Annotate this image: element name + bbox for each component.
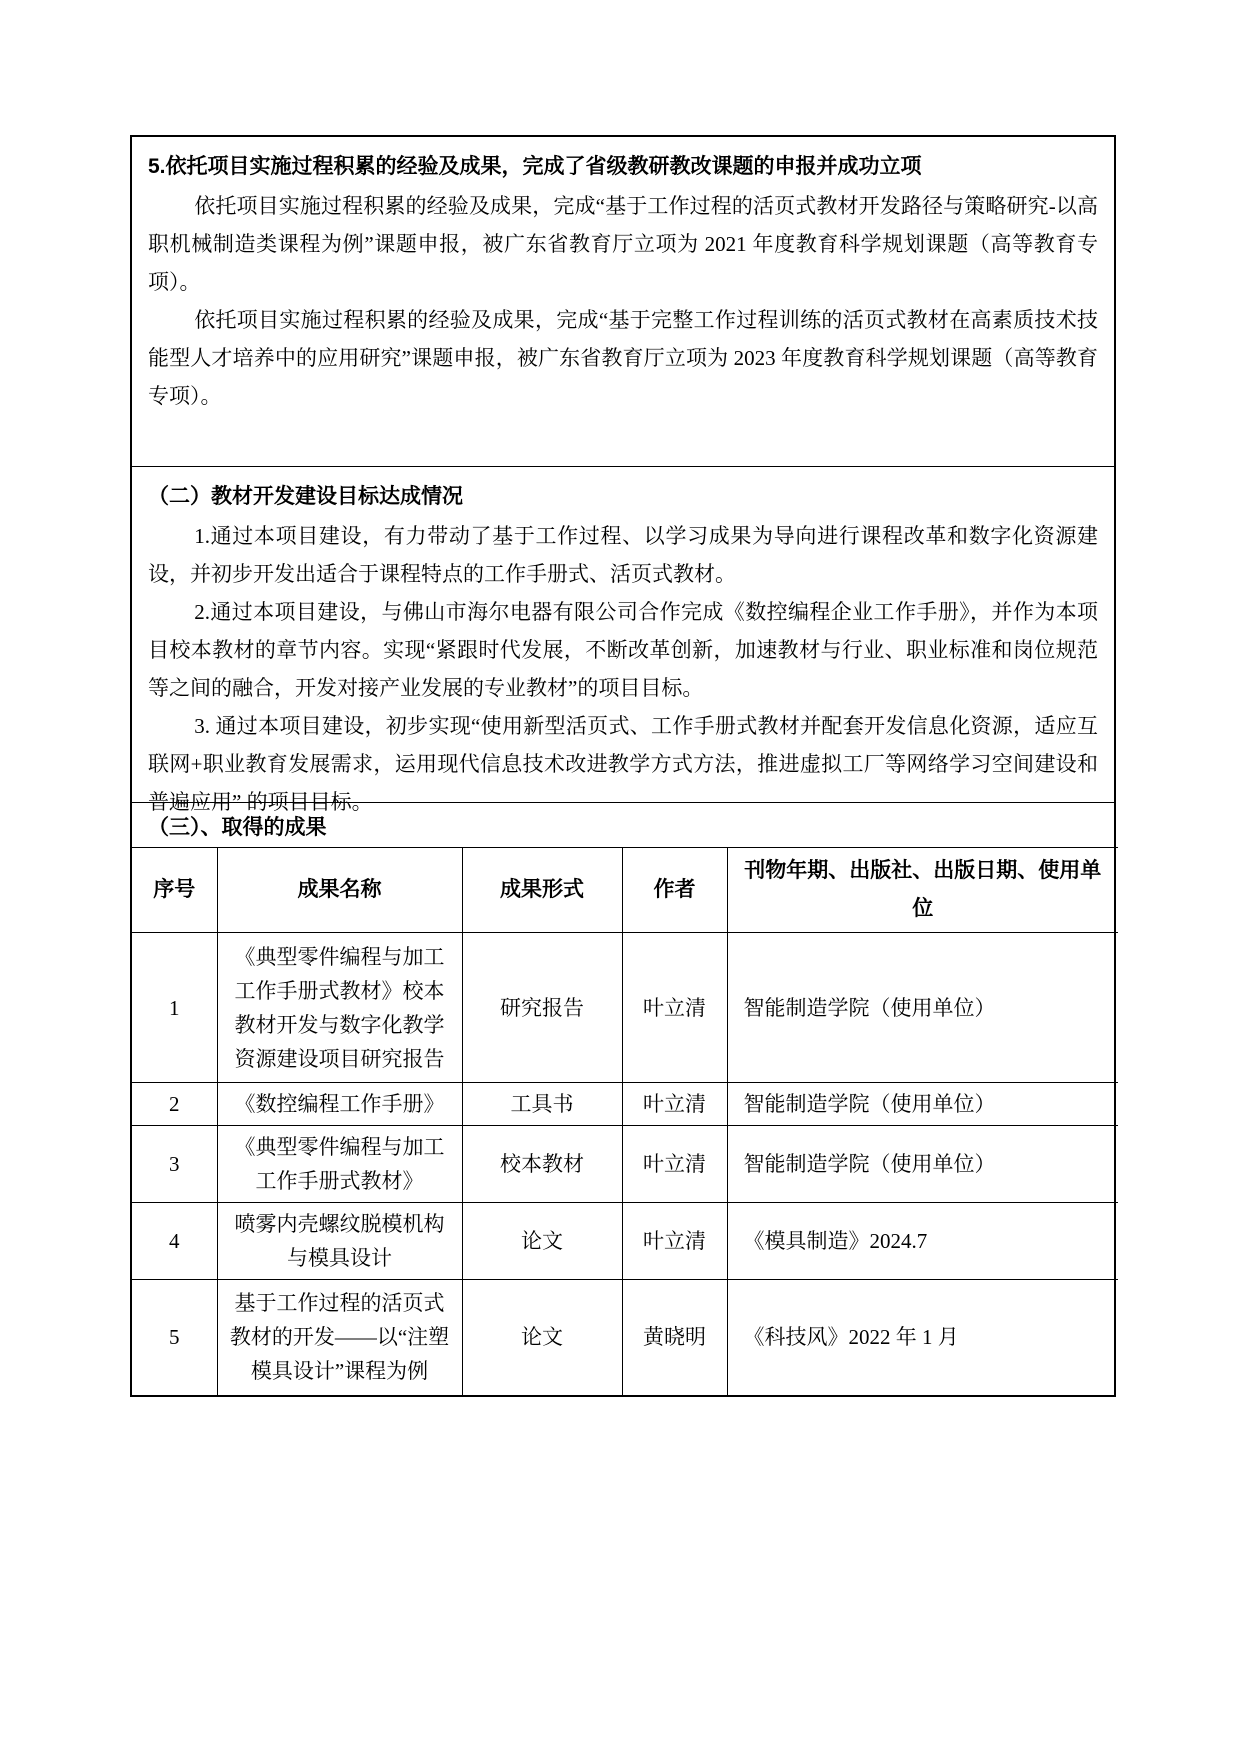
section-3-heading: （三）、取得的成果 [148,816,327,839]
section-2-heading: （二）教材开发建设目标达成情况 [148,485,463,508]
cell-seq-no: 5 [132,1280,217,1395]
cell-author: 叶立清 [622,1126,727,1203]
section-2-goal-achievement [132,467,1114,814]
section-2-paragraph-3: 3. 通过本项目建设，初步实现“使用新型活页式、工作手册式教材并配套开发信息化资源，适应互联网+职业教育发展需求，运用现代信息技术改进教学方式方法，推进虚拟工厂等网络学习空间建设和普遍应用” 的项目目标。 [148,714,1098,814]
table-row [132,1203,1118,1280]
table-row [132,1126,1118,1203]
results-table-header-row [132,848,1118,933]
header-seq-no: 序号 [132,848,217,933]
cell-result-form: 论文 [462,1203,622,1280]
cell-result-name: 喷雾内壳螺纹脱模机构与模具设计 [217,1203,462,1280]
cell-result-form: 工具书 [462,1083,622,1126]
cell-result-name: 《典型零件编程与加工工作手册式教材》校本教材开发与数字化教学资源建设项目研究报告 [217,933,462,1083]
table-row [132,1083,1118,1126]
section-3-achievements [132,803,1114,847]
table-row [132,1280,1118,1395]
header-result-form: 成果形式 [462,848,622,933]
cell-result-form: 研究报告 [462,933,622,1083]
cell-publication: 《科技风》2022 年 1 月 [727,1280,1118,1395]
table-row [132,933,1118,1083]
cell-author: 黄晓明 [622,1280,727,1395]
cell-seq-no: 4 [132,1203,217,1280]
cell-result-name: 《典型零件编程与加工工作手册式教材》 [217,1126,462,1203]
cell-result-name: 基于工作过程的活页式教材的开发——以“注塑模具设计”课程为例 [217,1280,462,1395]
cell-result-form: 校本教材 [462,1126,622,1203]
cell-seq-no: 3 [132,1126,217,1203]
section-5-paragraph-1: 依托项目实施过程积累的经验及成果，完成“基于工作过程的活页式教材开发路径与策略研究-以高职机械制造类课程为例”课题申报，被广东省教育厅立项为 2021 年度教育科学规划课题（高等教育专项）。 [148,194,1098,294]
cell-author: 叶立清 [622,1203,727,1280]
section-5-paragraph-2: 依托项目实施过程积累的经验及成果，完成“基于完整工作过程训练的活页式教材在高素质技术技能型人才培养中的应用研究”课题申报，被广东省教育厅立项为 2023 年度教育科学规划课题（高等教育专项）。 [148,308,1098,408]
cell-publication: 智能制造学院（使用单位） [727,1126,1118,1203]
header-publication: 刊物年期、出版社、出版日期、使用单位 [727,848,1118,933]
header-result-name: 成果名称 [217,848,462,933]
cell-publication: 《模具制造》2024.7 [727,1203,1118,1280]
cell-result-form: 论文 [462,1280,622,1395]
cell-author: 叶立清 [622,933,727,1083]
report-form [130,135,1116,1397]
cell-seq-no: 1 [132,933,217,1083]
section-2-paragraph-2: 2.通过本项目建设，与佛山市海尔电器有限公司合作完成《数控编程企业工作手册》，并作为本项目校本教材的章节内容。实现“紧跟时代发展，不断改革创新，加速教材与行业、职业标准和岗位规范等之间的融合，开发对接产业发展的专业教材”的项目目标。 [148,600,1098,700]
section-5-heading: 5.依托项目实施过程积累的经验及成果，完成了省级教研教改课题的申报并成功立项 [148,155,922,178]
cell-publication: 智能制造学院（使用单位） [727,1083,1118,1126]
header-author: 作者 [622,848,727,933]
cell-result-name: 《数控编程工作手册》 [217,1083,462,1126]
cell-publication: 智能制造学院（使用单位） [727,933,1118,1083]
cell-seq-no: 2 [132,1083,217,1126]
section-5-topic-approval [132,137,1114,467]
results-table [132,847,1118,1395]
section-2-paragraph-1: 1.通过本项目建设，有力带动了基于工作过程、以学习成果为导向进行课程改革和数字化资源建设，并初步开发出适合于课程特点的工作手册式、活页式教材。 [148,524,1098,586]
cell-author: 叶立清 [622,1083,727,1126]
